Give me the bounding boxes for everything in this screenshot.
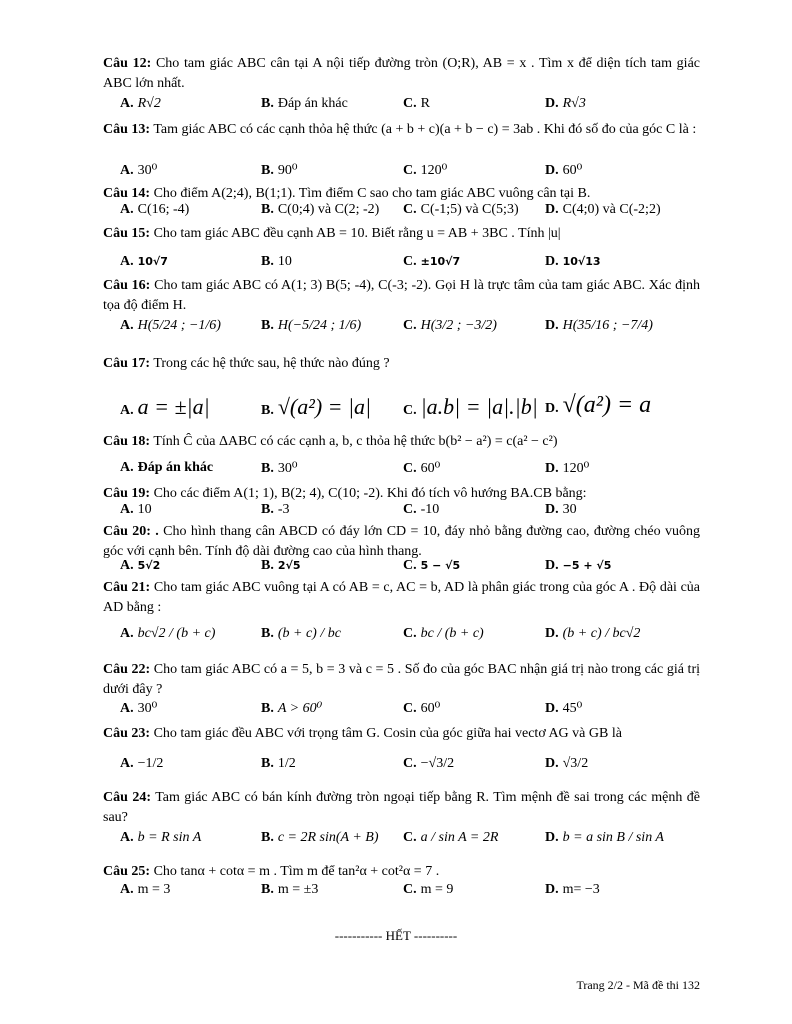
option-b: B. 30⁰: [261, 461, 298, 476]
option-a: A. 30⁰: [120, 701, 158, 716]
option-c: C. −√3/2: [403, 756, 455, 771]
question-stem: Cho tanα + cotα = m . Tìm m để tan²α + cot²α = 7 .: [153, 864, 440, 879]
option-b: B. Đáp án khác: [261, 96, 348, 111]
option-d: D. (b + c) / bc√2: [545, 626, 641, 641]
question-stem: Trong các hệ thức sau, hệ thức nào đúng ?: [153, 356, 390, 371]
option-d: D. √(a²) = a: [545, 392, 652, 418]
option-d: D. −5 + √5: [545, 558, 612, 573]
question-stem: Tam giác ABC có bán kính đường tròn ngoại tiếp bằng R. Tìm mệnh đề sai trong các mệnh đề sau?: [103, 790, 700, 825]
option-a: A. H(5/24 ; −1/6): [120, 318, 221, 333]
page-info: Trang 2/2 - Mã đề thi 132: [576, 978, 700, 992]
question-label: Câu 18:: [103, 434, 151, 449]
option-d: D. C(4;0) và C(-2;2): [545, 202, 661, 217]
option-b: B. C(0;4) và C(2; -2): [261, 202, 380, 217]
option-c: C. m = 9: [403, 882, 454, 897]
question-label: Câu 12:: [103, 56, 152, 71]
question-stem: Cho các điểm A(1; 1), B(2; 4), C(10; -2). Khi đó tích vô hướng BA.CB bằng:: [153, 486, 587, 501]
option-b: B. 10: [261, 254, 292, 269]
option-a: A. 10: [120, 502, 152, 517]
options-16: [120, 318, 700, 348]
question-stem: Cho tam giác ABC cân tại A nội tiếp đường tròn (O;R), AB = x . Tìm x để diện tích tam giác ABC lớn nhất.: [103, 56, 700, 91]
option-d: D. b = a sin B / sin A: [545, 830, 664, 845]
option-c: C. -10: [403, 502, 440, 517]
option-c: C. bc / (b + c): [403, 626, 484, 641]
option-b: B. (b + c) / bc: [261, 626, 341, 641]
question-label: Câu 20: .: [103, 524, 159, 539]
question-label: Câu 24:: [103, 790, 151, 805]
question-label: Câu 23:: [103, 726, 151, 741]
question-21: [103, 578, 700, 618]
question-label: Câu 21:: [103, 580, 151, 595]
question-label: Câu 14:: [103, 186, 151, 201]
option-a: A. 10√7: [120, 254, 168, 269]
question-25: [103, 862, 700, 882]
option-c: C. 60⁰: [403, 461, 441, 476]
options-22: [120, 700, 700, 726]
question-label: Câu 15:: [103, 226, 151, 241]
question-17: [103, 354, 700, 374]
option-b: B. A > 60⁰: [261, 701, 323, 716]
option-c: C. ±10√7: [403, 254, 461, 269]
question-label: Câu 22:: [103, 662, 151, 677]
option-d: D. √3/2: [545, 756, 589, 771]
option-a: A. Đáp án khác: [120, 460, 214, 475]
options-24: [120, 830, 700, 856]
question-stem: Cho hình thang cân ABCD có đáy lớn CD = 10, đáy nhỏ bằng đường cao, đường chéo vuông góc với cạnh bên. Tính độ dài đường cao của hình thang.: [103, 524, 701, 559]
option-c: C. H(3/2 ; −3/2): [403, 318, 497, 333]
question-14: [103, 184, 700, 204]
option-b: B. 1/2: [261, 756, 296, 771]
option-c: C. 5 − √5: [403, 558, 461, 573]
option-b: B. 90⁰: [261, 163, 298, 178]
option-c: C. 60⁰: [403, 701, 441, 716]
option-b: B. √(a²) = |a|: [261, 394, 372, 419]
question-stem: Cho điểm A(2;4), B(1;1). Tìm điểm C sao cho tam giác ABC vuông cân tại B.: [153, 186, 591, 201]
option-d: D. 30: [545, 502, 577, 517]
question-stem: Cho tam giác đều ABC với trọng tâm G. Cosin của góc giữa hai vectơ AG và GB là: [153, 726, 622, 741]
option-d: D. H(35/16 ; −7/4): [545, 318, 653, 333]
options-21: [120, 626, 700, 652]
options-25: [120, 882, 700, 908]
option-a: A. m = 3: [120, 882, 171, 897]
option-c: C. a / sin A = 2R: [403, 830, 499, 845]
question-13: [103, 120, 700, 140]
question-22: [103, 660, 700, 700]
option-b: B. 2√5: [261, 558, 301, 573]
option-a: A. −1/2: [120, 756, 164, 771]
end-mark: ----------- HẾT ----------: [334, 928, 458, 943]
option-b: B. H(−5/24 ; 1/6): [261, 318, 362, 333]
question-23: [103, 724, 700, 744]
options-12: [120, 96, 700, 122]
question-label: Câu 13:: [103, 122, 151, 137]
question-stem: Cho tam giác ABC vuông tại A có AB = c, AC = b, AD là phân giác trong của góc A . Độ dài của AD bằng :: [103, 580, 700, 615]
question-label: Câu 17:: [103, 356, 151, 371]
option-a: A. C(16; -4): [120, 202, 190, 217]
option-d: D. 45⁰: [545, 701, 583, 716]
options-17: [120, 388, 700, 424]
question-18: [103, 432, 700, 452]
option-a: A. 30⁰: [120, 163, 158, 178]
question-15: [103, 224, 700, 244]
question-label: Câu 25:: [103, 864, 151, 879]
option-b: B. m = ±3: [261, 882, 319, 897]
option-c: C. |a.b| = |a|.|b|: [403, 394, 538, 419]
option-a: A. R√2: [120, 96, 161, 111]
question-label: Câu 19:: [103, 486, 151, 501]
option-c: C. R: [403, 96, 430, 111]
option-b: B. -3: [261, 502, 290, 517]
option-c: C. C(-1;5) và C(5;3): [403, 202, 519, 217]
options-23: [120, 756, 700, 782]
option-b: B. c = 2R sin(A + B): [261, 830, 379, 845]
question-stem: Cho tam giác ABC có A(1; 3) B(5; -4), C(-3; -2). Gọi H là trực tâm của tam giác ABC. Xác định tọa độ điểm H.: [103, 278, 701, 313]
option-d: D. m= −3: [545, 882, 600, 897]
question-24: [103, 788, 700, 828]
option-a: A. bc√2 / (b + c): [120, 626, 216, 641]
option-a: A. a = ±|a|: [120, 394, 210, 419]
options-18: [120, 460, 700, 486]
question-20: [103, 522, 700, 562]
question-19: [103, 484, 700, 504]
question-label: Câu 16:: [103, 278, 151, 293]
question-stem: Cho tam giác ABC đều cạnh AB = 10. Biết rằng u = AB + 3BC . Tính |u|: [153, 226, 561, 241]
option-c: C. 120⁰: [403, 163, 448, 178]
question-stem: Tính Ĉ của ΔABC có các cạnh a, b, c thỏa hệ thức b(b² − a²) = c(a² − c²): [153, 434, 558, 449]
option-a: A. b = R sin A: [120, 830, 202, 845]
option-d: D. R√3: [545, 96, 586, 111]
question-16: [103, 276, 700, 316]
question-stem: Tam giác ABC có các cạnh thỏa hệ thức (a + b + c)(a + b − c) = 3ab . Khi đó số đo của góc C là :: [153, 122, 697, 137]
question-stem: Cho tam giác ABC có a = 5, b = 3 và c = 5 . Số đo của góc BAC nhận giá trị nào trong các giá trị dưới đây ?: [103, 662, 701, 697]
question-12: [103, 54, 700, 94]
option-d: D. 120⁰: [545, 461, 590, 476]
option-d: D. 10√13: [545, 254, 601, 269]
option-a: A. 5√2: [120, 558, 161, 573]
option-d: D. 60⁰: [545, 163, 583, 178]
